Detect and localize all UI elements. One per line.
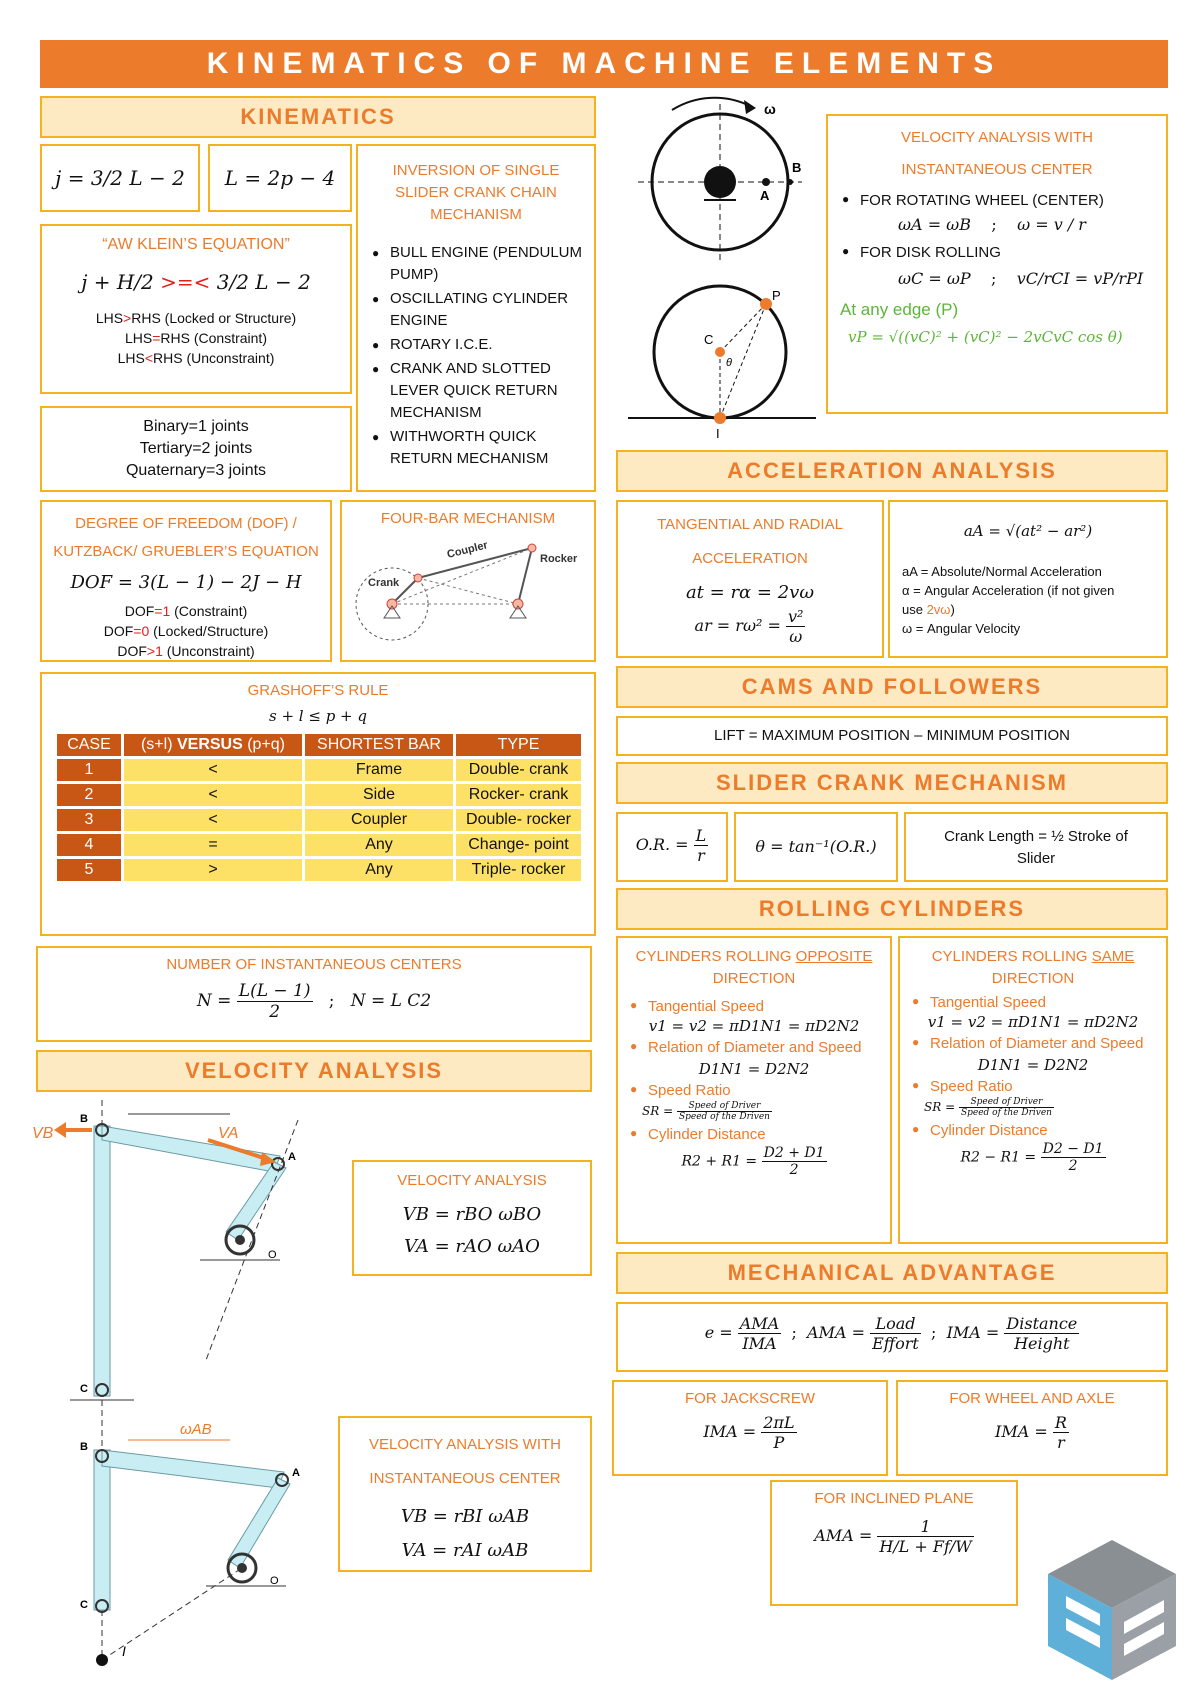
opp-list-2	[630, 1039, 882, 1056]
a-point-label: A	[760, 188, 770, 203]
opp-item-ratio: ● Speed Ratio	[630, 1082, 882, 1099]
opp-item-relation: ● Relation of Diameter and Speed	[630, 1039, 882, 1056]
joint-binary: Binary=1 joints	[143, 418, 249, 435]
ic-eq-row-1: ωA = ωB ; ω = v / r	[898, 215, 1086, 234]
dof-title-2: KUTZBACK/ GRUEBLER’S EQUATION	[53, 543, 319, 560]
velocity-ic-box	[338, 1416, 592, 1572]
klein-line: LHS<RHS (Unconstraint)	[117, 350, 275, 366]
vb-ic-equation: VB = rBI ωAB	[400, 1506, 530, 1527]
lift-box	[616, 716, 1168, 756]
tangential-title-1: TANGENTIAL AND RADIAL	[657, 516, 843, 533]
klein-title: “AW KLEIN’S EQUATION”	[102, 236, 290, 253]
velocity-ic-title-2: INSTANTANEOUS CENTER	[369, 1470, 561, 1487]
aa-equation: aA = √(at² − ar²)	[963, 522, 1093, 540]
vb-label: VB	[32, 1125, 54, 1142]
grashof-header-row	[57, 734, 581, 756]
rolling-same-box	[898, 936, 1168, 1244]
wheel-axle-box	[896, 1380, 1168, 1476]
b2-label: B	[80, 1441, 88, 1453]
same-list-1	[912, 994, 1158, 1011]
grashof-box	[40, 672, 596, 936]
klein-eq-right: 3/2 L − 2	[216, 270, 311, 294]
or-box	[616, 812, 728, 882]
dof-line: DOF>1 (Unconstraint)	[117, 643, 255, 659]
dof-line: DOF=0 (Locked/Structure)	[103, 623, 269, 639]
tangential-box	[616, 500, 884, 658]
grashof-table	[54, 731, 584, 884]
joint-quaternary: Quaternary=3 joints	[125, 462, 267, 479]
table-row: 5 > Any Triple- rocker	[57, 859, 581, 881]
c-point-label: C	[704, 332, 714, 347]
same-eq-relation: D1N1 = D2N2	[977, 1056, 1089, 1074]
inclined-plane-equation: AMA = $\frac{1}{H/L + Ff/W}$	[814, 1517, 972, 1556]
klein-eq-mid: >=<	[160, 270, 211, 294]
tangential-title-2: ACCELERATION	[692, 550, 808, 567]
eq-j-box	[40, 144, 200, 212]
klein-equation	[42, 270, 350, 294]
klein-eq-left: j + H/2	[81, 270, 154, 294]
opp-list-4	[630, 1126, 882, 1143]
same-list-4	[912, 1122, 1158, 1139]
acceleration-header: ACCELERATION ANALYSIS	[616, 450, 1168, 492]
col-shortest: SHORTEST BAR	[305, 734, 453, 756]
b-label: B	[80, 1113, 88, 1125]
rolling-same-title: CYLINDERS ROLLING SAME DIRECTION	[931, 948, 1135, 987]
eq-L: L = 2p − 4	[224, 166, 336, 190]
lift-text: LIFT = MAXIMUM POSITION – MINIMUM POSITION	[713, 727, 1070, 744]
opp-eq-ratio: SR = $\frac{\text{Speed of Driver}}{\text{Speed of the Driven}}$	[642, 1101, 770, 1122]
klein-lines	[42, 308, 350, 368]
b-point-label: B	[792, 160, 802, 175]
ma-formulas: e = $\frac{\text{AMA}}{\text{IMA}}$ ; AMA = $\frac{\text{Load}}{\text{Effort}}$ ; IMA = $\frac{\text{Distance}}{\text{Height}}$	[704, 1314, 1078, 1353]
opp-item-speed: ● Tangential Speed	[630, 998, 882, 1015]
edge-equation: vP = √((vC)² + (vC)² − 2vCvC cos θ)	[848, 328, 1123, 346]
inversion-item: ● CRANK AND SLOTTED LEVER QUICK RETURN MECHANISM	[372, 358, 584, 424]
table-row: 2 < Side Rocker- crank	[57, 784, 581, 806]
rolling-header: ROLLING CYLINDERS	[616, 888, 1168, 930]
ic-list	[842, 192, 1156, 209]
klein-line: LHS>RHS (Locked or Structure)	[95, 310, 297, 326]
opp-list-3	[630, 1082, 882, 1099]
slider-header: SLIDER CRANK MECHANISM	[616, 762, 1168, 804]
table-row: 3 < Coupler Double- rocker	[57, 809, 581, 831]
dof-title-1: DEGREE OF FREEDOM (DOF) /	[75, 515, 297, 532]
at-equation: at = rα = 2vω	[685, 582, 815, 603]
inversion-item: ● ROTARY I.C.E.	[372, 334, 584, 356]
col-case: CASE	[57, 734, 121, 756]
velocity-diagram	[30, 1100, 350, 1680]
rolling-opposite-box	[616, 936, 892, 1244]
klein-box	[40, 224, 352, 394]
table-row: 4 = Any Change- point	[57, 834, 581, 856]
same-list-3	[912, 1078, 1158, 1095]
table-row: 1 < Frame Double- crank	[57, 759, 581, 781]
def-absolute: aA = Absolute/Normal Acceleration	[902, 564, 1102, 579]
omega-label: ω	[764, 101, 776, 117]
rolling-opposite-title: CYLINDERS ROLLING OPPOSITE DIRECTION	[635, 948, 873, 987]
velocity-header: VELOCITY ANALYSIS	[36, 1050, 592, 1092]
def-angular-velocity: ω = Angular Velocity	[902, 621, 1021, 636]
theta-label: θ	[726, 357, 732, 369]
col-type: TYPE	[456, 734, 581, 756]
inversion-item: ● OSCILLATING CYLINDER ENGINE	[372, 288, 584, 332]
instant-centers-equation: N = $\frac{L(L - 1)}{2}$ ; N = L C2	[196, 981, 432, 1022]
page-title: KINEMATICS OF MACHINE ELEMENTS	[40, 40, 1168, 88]
i-point-label: I	[716, 426, 720, 441]
inversion-box	[356, 144, 596, 492]
absolute-accel-box	[888, 500, 1168, 658]
o2-label: O	[270, 1575, 279, 1587]
inversion-list	[372, 242, 584, 470]
same-eq-ratio: SR = $\frac{\text{Speed of Driver}}{\text{Speed of the Driven}}$	[924, 1097, 1052, 1118]
wheel-axle-equation: IMA = $\frac{R}{r}$	[995, 1413, 1067, 1452]
va-equation: VA = rAO ωAO	[404, 1236, 540, 1257]
coupler-label: Coupler	[445, 539, 490, 561]
wheel-diagram	[620, 96, 820, 441]
velocity-analysis-box	[352, 1160, 592, 1276]
o-label: O	[268, 1249, 277, 1261]
instant-centers-box	[36, 946, 592, 1042]
i-label: I	[122, 1643, 126, 1659]
inclined-plane-title: FOR INCLINED PLANE	[814, 1490, 974, 1507]
same-item-distance: ● Cylinder Distance	[912, 1122, 1158, 1139]
col-versus: (s+l) VERSUS (p+q)	[124, 734, 302, 756]
opp-eq-speed: v1 = v2 = πD1N1 = πD2N2	[648, 1017, 860, 1035]
fourbar-diagram	[352, 536, 588, 656]
ic-item-disk: ● FOR DISK ROLLING	[842, 244, 1156, 261]
ic-title-1: VELOCITY ANALYSIS WITH	[901, 129, 1093, 146]
va-label: VA	[218, 1125, 239, 1142]
ic-section-box	[826, 114, 1168, 414]
same-item-relation: ● Relation of Diameter and Speed	[912, 1035, 1158, 1052]
dof-line: DOF=1 (Constraint)	[124, 603, 248, 619]
jackscrew-title: FOR JACKSCREW	[684, 1390, 815, 1407]
opp-list-1	[630, 998, 882, 1015]
klein-line: LHS=RHS (Constraint)	[124, 330, 267, 346]
p-point-label: P	[772, 288, 781, 303]
c2-label: C	[80, 1599, 88, 1611]
a2-label: A	[292, 1467, 300, 1479]
jackscrew-box	[612, 1380, 888, 1476]
same-eq-speed: v1 = v2 = πD1N1 = πD2N2	[927, 1013, 1139, 1031]
dof-equation: DOF = 3(L − 1) − 2J − H	[70, 572, 302, 593]
theta-equation: θ = tan⁻¹(O.R.)	[755, 837, 877, 856]
rocker-label: Rocker	[540, 553, 578, 565]
jackscrew-equation: IMA = $\frac{2\pi L}{P}$	[703, 1413, 795, 1452]
ic-item-rotating: ● FOR ROTATING WHEEL (CENTER)	[842, 192, 1156, 209]
fourbar-title: FOUR-BAR MECHANISM	[380, 510, 556, 527]
opp-item-distance: ● Cylinder Distance	[630, 1126, 882, 1143]
ar-equation: ar = rω² = $\frac{\text{v²}}{\omega}$	[694, 607, 804, 646]
fourbar-box	[340, 500, 596, 662]
joint-tertiary: Tertiary=2 joints	[139, 440, 253, 457]
brand-logo	[1040, 1534, 1184, 1684]
inversion-item: ● BULL ENGINE (PENDULUM PUMP)	[372, 242, 584, 286]
inversion-item: ● WITHWORTH QUICK RETURN MECHANISM	[372, 426, 584, 470]
mech-adv-header: MECHANICAL ADVANTAGE	[616, 1252, 1168, 1294]
same-list-2	[912, 1035, 1158, 1052]
opp-eq-relation: D1N1 = D2N2	[698, 1060, 810, 1078]
or-equation: O.R. = $\frac{L}{r}$	[635, 826, 707, 865]
dof-box	[40, 500, 332, 662]
omega-ab-label: ωAB	[180, 1421, 212, 1438]
vb-equation: VB = rBO ωBO	[402, 1204, 542, 1225]
ic-list-2	[842, 244, 1156, 261]
same-item-speed: ● Tangential Speed	[912, 994, 1158, 1011]
inversion-title: INVERSION OF SINGLE SLIDER CRANK CHAIN MECHANISM	[392, 162, 560, 223]
dof-lines	[42, 601, 330, 661]
c-label: C	[80, 1383, 88, 1395]
kinematics-header: KINEMATICS	[40, 96, 596, 138]
def-angular-accel: α = Angular Acceleration (if not given	[902, 583, 1115, 598]
joints-box	[40, 406, 352, 492]
crank-length-box	[904, 812, 1168, 882]
ic-title-2: INSTANTANEOUS CENTER	[901, 161, 1093, 178]
def-use: use 2vω)	[902, 602, 955, 617]
a-label: A	[288, 1151, 296, 1163]
theta-box	[734, 812, 898, 882]
eq-j: j = 3/2 L − 2	[55, 166, 185, 190]
instant-centers-title: NUMBER OF INSTANTANEOUS CENTERS	[166, 956, 462, 973]
cams-header: CAMS AND FOLLOWERS	[616, 666, 1168, 708]
grashof-equation: s + l ≤ p + q	[268, 707, 367, 725]
crank-length-text: Crank Length = ½ Stroke of Slider	[944, 828, 1128, 867]
grashof-title: GRASHOFF’S RULE	[247, 682, 389, 699]
opp-eq-distance: R2 + R1 = $\frac{D2 + D1}{2}$	[681, 1145, 825, 1178]
ic-eq-row-2: ωC = ωP ; vC/rCI = vP/rPI	[898, 269, 1144, 288]
velocity-ic-title-1: VELOCITY ANALYSIS WITH	[369, 1436, 561, 1453]
same-item-ratio: ● Speed Ratio	[912, 1078, 1158, 1095]
velocity-analysis-title: VELOCITY ANALYSIS	[397, 1172, 547, 1189]
va-ic-equation: VA = rAI ωAB	[401, 1540, 529, 1561]
edge-label: At any edge (P)	[840, 300, 959, 319]
ma-formulas-box	[616, 1302, 1168, 1372]
eq-L-box	[208, 144, 352, 212]
wheel-axle-title: FOR WHEEL AND AXLE	[949, 1390, 1115, 1407]
crank-label: Crank	[368, 577, 400, 589]
inclined-plane-box	[770, 1480, 1018, 1606]
same-eq-distance: R2 − R1 = $\frac{D2 - D1}{2}$	[960, 1141, 1104, 1174]
